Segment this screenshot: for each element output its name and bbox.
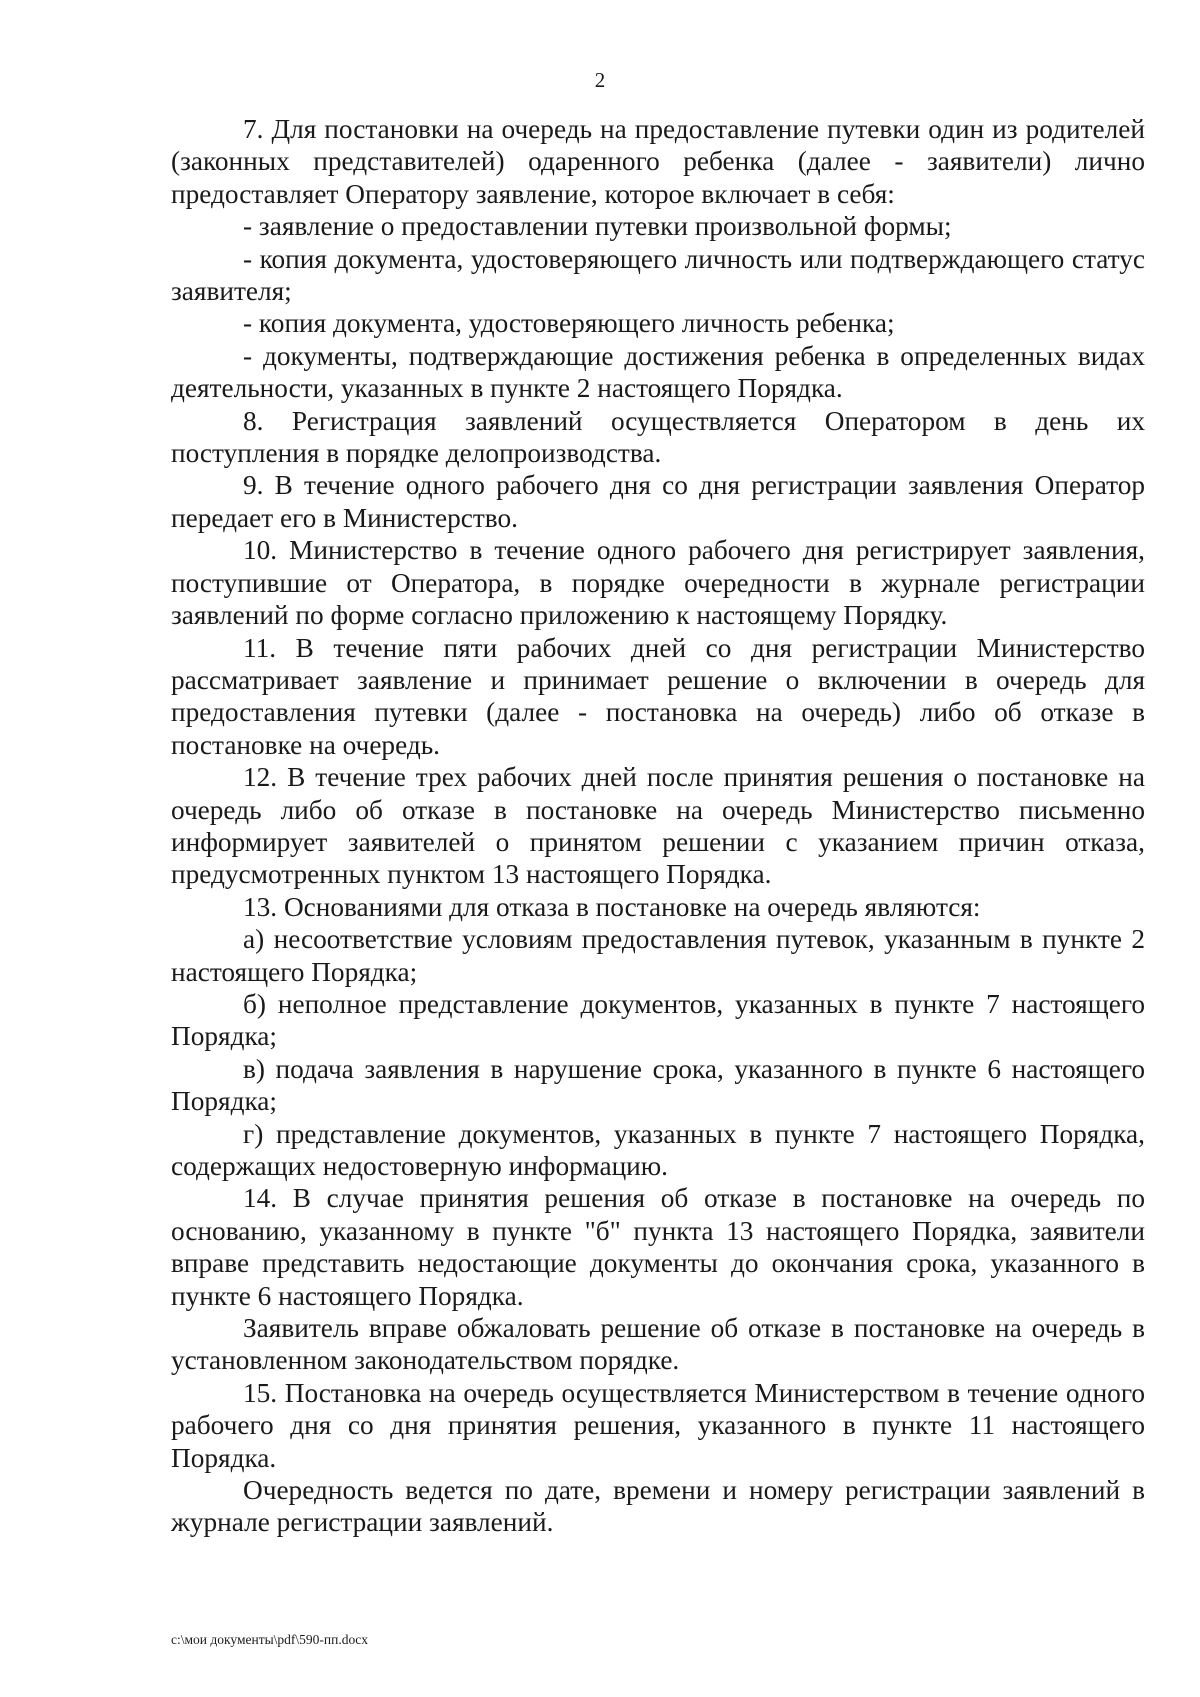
- list-item-a: а) несоответствие условиям предоставления путевок, указанным в пункте 2 настоящего Порядка;: [171, 924, 1145, 987]
- paragraph-14: 14. В случае принятия решения об отказе в постановке на очередь по основанию, указанному в пункте "б" пункта 13 настоящего Порядка, заявители вправе представить недостающие документы до окончания срока, указанного в пункте 6 настоящего Порядка.: [171, 1183, 1145, 1311]
- paragraph-13: 13. Основаниями для отказа в постановке на очередь являются:: [243, 891, 981, 922]
- paragraph-10: 10. Министерство в течение одного рабочего дня регистрирует заявления, поступившие от Оператора, в порядке очередности в журнале регистрации заявлений по форме согласно приложению к настоящему Порядку.: [171, 535, 1145, 631]
- paragraph-queue-order: Очередность ведется по дате, времени и номеру регистрации заявлений в журнале регистрации заявлений.: [171, 1475, 1145, 1538]
- list-item-g: г) представление документов, указанных в пункте 7 настоящего Порядка, содержащих недостоверную информацию.: [171, 1118, 1145, 1181]
- paragraph-8: 8. Регистрация заявлений осуществляется Оператором в день их поступления в порядке делопроизводства.: [171, 405, 1145, 469]
- list-item-applicant-id-copy: - копия документа, удостоверяющего личность или подтверждающего статус заявителя;: [171, 243, 1145, 307]
- paragraph-appeal: Заявитель вправе обжаловать решение об отказе в постановке на очередь в установленном законодательством порядке.: [171, 1313, 1145, 1376]
- paragraph-9: 9. В течение одного рабочего дня со дня регистрации заявления Оператор передает его в Министерство.: [171, 470, 1145, 533]
- list-item-b: б) неполное представление документов, указанных в пункте 7 настоящего Порядка;: [171, 988, 1145, 1052]
- paragraph-12: 12. В течение трех рабочих дней после принятия решения о постановке на очередь либо об отказе в постановке на очередь Министерство письменно информирует заявителей о принятом решении с указанием причин отказа, предусмотренных пунктом 13 настоящего Порядка.: [171, 762, 1145, 890]
- document-body: [171, 113, 1145, 1539]
- list-item-v: в) подача заявления в нарушение срока, указанного в пункте 6 настоящего Порядка;: [171, 1053, 1145, 1117]
- list-item-child-id-copy: - копия документа, удостоверяющего личность ребенка;: [243, 308, 895, 339]
- list-item-application: - заявление о предоставлении путевки произвольной формы;: [243, 211, 952, 242]
- list-item-achievement-documents: - документы, подтверждающие достижения ребенка в определенных видах деятельности, указанных в пункте 2 настоящего Порядка.: [171, 340, 1145, 404]
- paragraph-7: 7. Для постановки на очередь на предоставление путевки один из родителей (законных представителей) одаренного ребенка (далее - заявители) лично предоставляет Оператору заявление, которое включает в себя:: [171, 114, 1145, 209]
- paragraph-11: 11. В течение пяти рабочих дней со дня регистрации Министерство рассматривает заявление и принимает решение о включении в очередь для предоставления путевки (далее - постановка на очередь) либо об отказе в постановке на очередь.: [171, 632, 1145, 760]
- paragraph-15: 15. Постановка на очередь осуществляется Министерством в течение одного рабочего дня со дня принятия решения, указанного в пункте 11 настоящего Порядка.: [171, 1377, 1145, 1473]
- page-number: 2: [594, 68, 606, 92]
- footer-file-path: c:\мои документы\pdf\590-пп.docx: [171, 1632, 368, 1647]
